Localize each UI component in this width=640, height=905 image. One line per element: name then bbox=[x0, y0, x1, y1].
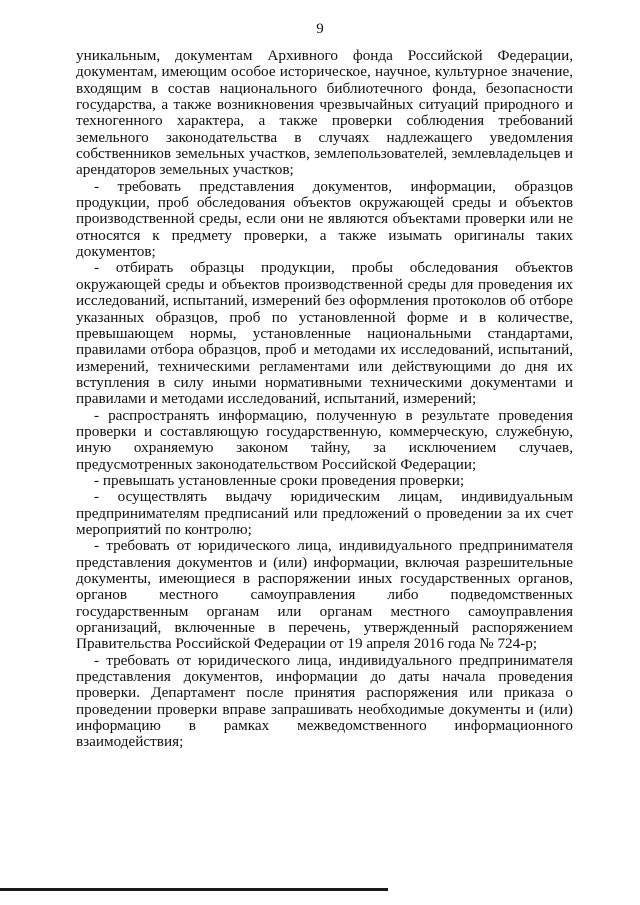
paragraph-continuation: уникальным, документам Архивного фонда Российской Федерации, документам, имеющим особое историческое, научное, культурное значение, входящим в состав национального библиотечного фонда, безопасности государства, а также возникновения чрезвычайных ситуаций природного и техногенного характера, а также проверки соблюдения требований земельного законодательства в случаях надлежащего уведомления собственников земельных участков, землепользователей, землевладельцев и арендаторов земельных участков; bbox=[76, 47, 573, 179]
paragraph-item: - осуществлять выдачу юридическим лицам, индивидуальным предпринимателям предписаний или предложений о проведении за их счет мероприятий по контролю; bbox=[76, 488, 573, 538]
paragraph-item: - отбирать образцы продукции, пробы обследования объектов окружающей среды и объектов производственной среды для проведения их исследований, испытаний, измерений без оформления протоколов об отборе указанных образцов, проб по установленной форме и в количестве, превышающем нормы, установленные национальными стандартами, правилами отбора образцов, проб и методами их исследований, испытаний, измерений, техническими регламентами или действующими до дня их вступления в силу иными нормативными техническими документами и правилами и методами исследований, испытаний, измерений; bbox=[76, 259, 573, 408]
paragraph-item: - требовать от юридического лица, индивидуального предпринимателя представления документов, информации до даты начала проведения проверки. Департамент после принятия распоряжения или приказа о проведении проверки вправе запрашивать необходимые документы и (или) информацию в рамках межведомственного информационного взаимодействия; bbox=[76, 651, 573, 751]
paragraph-item: - требовать от юридического лица, индивидуального предпринимателя представления документов и (или) информации, включая разрешительные документы, имеющиеся в распоряжении иных государственных органов, органов местного самоуправления либо подведомственных государственным органам или органам местного самоуправления организаций, включенные в перечень, утвержденный распоряжением Правительства Российской Федерации от 19 апреля 2016 года № 724-р; bbox=[76, 537, 573, 653]
paragraph-item: - требовать представления документов, информации, образцов продукции, проб обследования объектов окружающей среды и объектов производственной среды, если они не являются объектами проверки или не относятся к предмету проверки, а также изымать оригиналы таких документов; bbox=[76, 177, 573, 261]
document-body bbox=[76, 48, 573, 751]
paragraph-item: - распространять информацию, полученную в результате проведения проверки и составляющую государственную, коммерческую, служебную, иную охраняемую законом тайну, за исключением случаев, предусмотренных законодательством Российской Федерации; bbox=[76, 406, 573, 473]
bottom-rule bbox=[0, 888, 388, 891]
paragraph-item: - превышать установленные сроки проведения проверки; bbox=[94, 471, 465, 489]
page-number: 9 bbox=[316, 21, 324, 37]
